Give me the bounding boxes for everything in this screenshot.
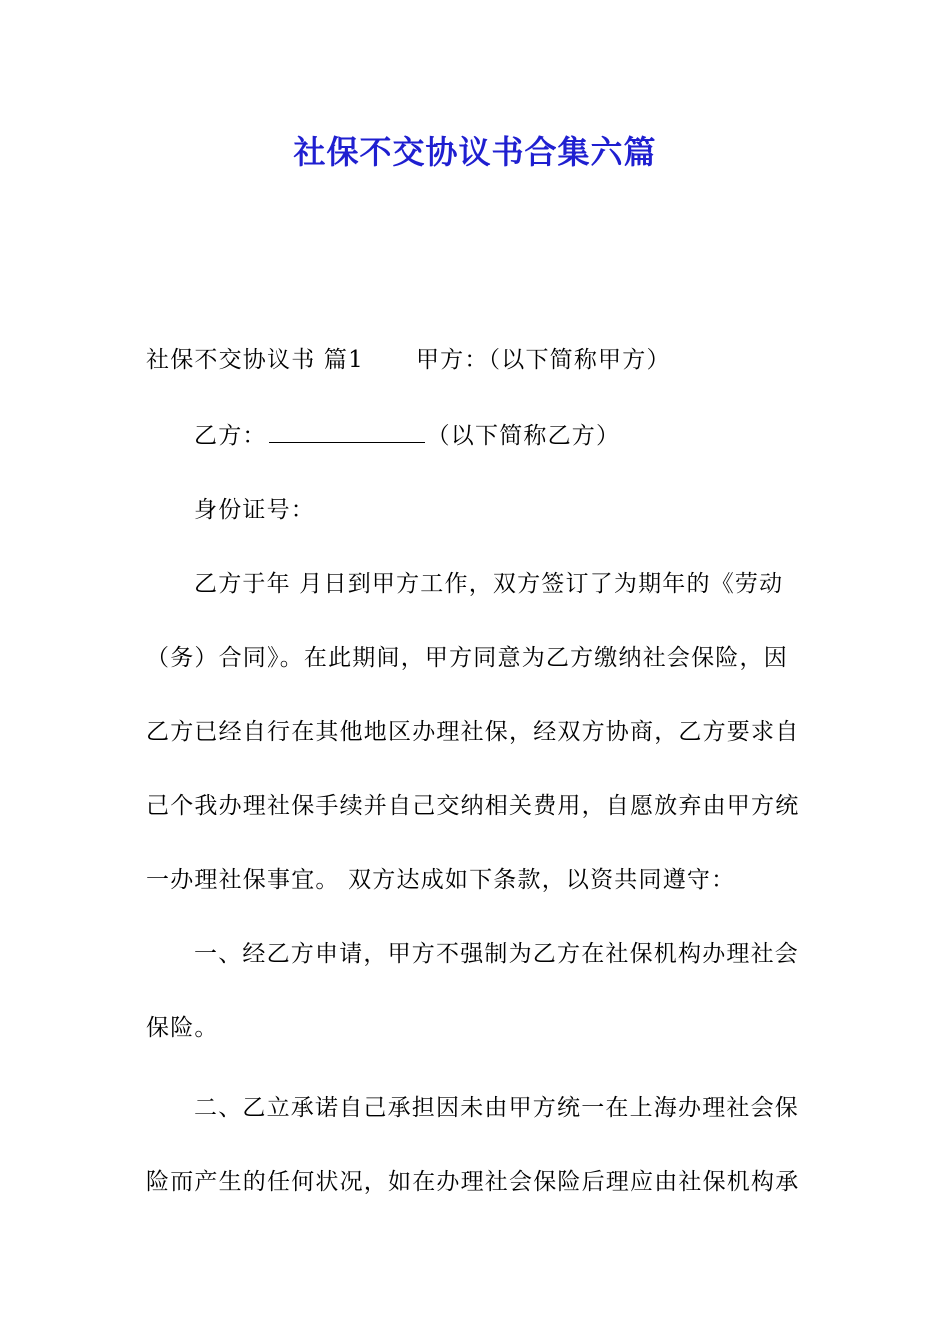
body-line: 乙方已经自行在其他地区办理社保，经双方协商，乙方要求自 [146, 719, 800, 745]
party-a-label: 甲方：（以下简称甲方） [415, 347, 671, 373]
section-heading: 社保不交协议书 篇1 [146, 347, 364, 373]
body-line: 乙方于年 月日到甲方工作，双方签订了为期年的《劳动 [194, 571, 784, 597]
clause-line: 保险。 [146, 1015, 219, 1041]
id-number-label: 身份证号： [194, 497, 315, 523]
party-b-label: 乙方： [194, 423, 267, 449]
clause-line: 险而产生的任何状况，如在办理社会保险后理应由社保机构承 [146, 1169, 800, 1195]
clause-line: 一、经乙方申请，甲方不强制为乙方在社保机构办理社会 [194, 941, 799, 967]
clause-line: 二、乙立承诺自己承担因未由甲方统一在上海办理社会保 [194, 1095, 799, 1121]
body-line: 己个我办理社保手续并自己交纳相关费用，自愿放弃由甲方统 [146, 793, 800, 819]
party-b-line [194, 420, 806, 452]
party-b-suffix: （以下简称乙方） [426, 423, 621, 449]
document-title: 社保不交协议书合集六篇 [293, 133, 657, 171]
body-line: （务）合同》。在此期间，甲方同意为乙方缴纳社会保险，因 [146, 645, 788, 671]
section-heading-line [146, 344, 806, 376]
party-b-blank [269, 420, 425, 443]
body-line: 一办理社保事宜。 双方达成如下条款，以资共同遵守： [146, 867, 736, 893]
